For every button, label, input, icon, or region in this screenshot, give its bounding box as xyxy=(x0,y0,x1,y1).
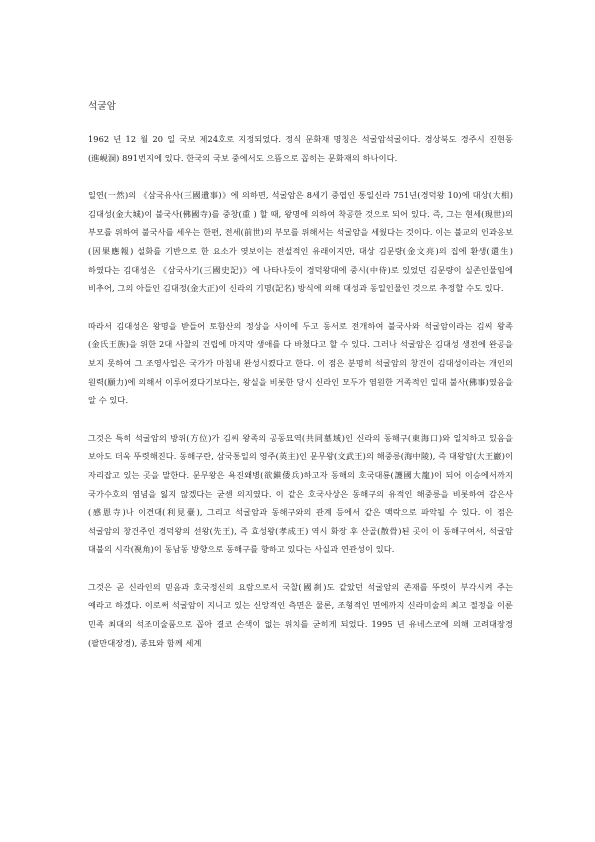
paragraph-orientation: 그것은 특히 석굴암의 방위(方位)가 김씨 왕족의 공동묘역(共同墓域)인 신라의 동해구(東海口)와 일치하고 있음을 보아도 더욱 뚜렷해진다. 동해구란, 삼국통일의 영주(英主)인 문무왕(文武王)의 해중릉(海中陵), 즉 대왕암(大王巖)이 자리잡고 있는 곳을 말한다. 문무왕은 욕진왜병(欲鎭倭兵)하고자 동해의 호국대룡(護國大龍)이 되어 이승에서까지 국가수호의 염념을 잃지 않겠다는 굳센 의지였다. 이 같은 호국사상은 동해구의 유적인 해중릉을 비롯하여 감은사(感恩寺)나 이견대(利見臺), 그리고 석굴암과 동해구와의 관계 등에서 같은 맥락으로 파악될 수 있다. 이 점은 석굴암의 창건주인 경덕왕의 선왕(先王), 즉 효성왕(孝成王) 역시 화장 후 산골(散骨)된 곳이 이 동해구여서, 석굴암 대불의 시각(視角)이 동남동 방향으로 동해구를 향하고 있다는 사실과 연관성이 있다. xyxy=(88,432,513,555)
paragraph-construction: 따라서 김대성은 왕명을 받들어 토함산의 정상을 사이에 두고 동서로 전개하여 불국사와 석굴암이라는 김씨 왕족(金氏王族)을 위한 2대 사찰의 건립에 마지막 생애를 다 바쳤다고 할 수 있다. 그러나 석굴암은 김대성 생전에 완공을 보지 못하여 그 조영사업은 국가가 마침내 완성시켰다고 한다. 이 점은 분명히 석굴암의 창건이 김대성이라는 개인의 원력(願力)에 의해서 이루어졌다기보다는, 왕실을 비롯한 당시 신라인 모두가 염원한 거족적인 일대 불사(佛事)였음을 알 수 있다. xyxy=(88,320,513,406)
paragraph-designation: 1962 년 12 월 20 일 국보 제24호로 지정되었다. 정식 문화재 명칭은 석굴암석굴이다. 경상북도 경주시 진현동(進峴洞) 891번지에 있다. 한국의 국보 중에서도 으뜸으로 꼽히는 문화재의 하나이다. xyxy=(88,134,513,163)
paragraph-origin: 일연(一然)의 《삼국유사(三國遺事)》에 의하면, 석굴암은 8세기 중엽인 통일신라 751년(경덕왕 10)에 대상(大相) 김대성(金大城)이 불국사(佛國寺)를 중창(重 ) 할 때, 왕명에 의하여 착공한 것으로 되어 있다. 즉, 그는 현세(現世)의 부모를 위하여 불국사를 세우는 한편, 전세(前世)의 부모를 위해서는 석굴암을 세웠다는 것이다. 이는 불교의 인과응보(因果應報) 설화를 기반으로 한 요소가 엿보이는 전설적인 유래이지만, 대상 김문량(金文亮)의 집에 환생(還生)하였다는 김대성은 《삼국사기(三國史記)》에 나타나듯이 경덕왕대에 중시(中侍)로 있었던 김문량이 실존인물임에 비추어, 그의 아들인 김대정(金大正)이 신라의 기명(記名) 방식에 의해 대성과 동일인물인 것으로 추정할 수도 있다. xyxy=(88,190,513,294)
paragraph-significance: 그것은 곧 신라인의 믿음과 호국정신의 요람으로서 국찰(國刹)도 같았던 석굴암의 존재를 뚜렷이 부각시켜 주는 예라고 하겠다. 이로써 석굴암이 지니고 있는 신앙적인 측면은 물론, 조형적인 면에까지 신라미술의 최고 절정을 이룬 민족 최대의 석조미술품으로 꼽아 결코 손색이 없는 위치를 굳히게 되었다. 1995 년 유네스코에 의해 고려대장경(팔만대장경), 종묘와 함께 세계 xyxy=(88,581,513,648)
document-body xyxy=(88,100,513,671)
document-title: 석굴암 xyxy=(88,101,117,112)
